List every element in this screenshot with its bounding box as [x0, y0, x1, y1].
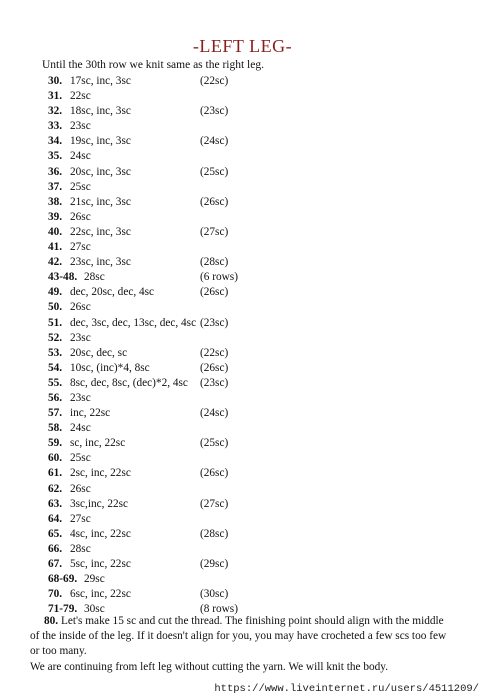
- row-stitch-count: (26sc): [200, 286, 229, 299]
- row-stitch-count: (23sc): [200, 105, 229, 118]
- row-number: 39.: [48, 210, 63, 223]
- row-number: 58.: [48, 422, 63, 435]
- row-instruction: 28sc: [84, 271, 105, 284]
- row-stitch-count: (8 rows): [200, 603, 238, 616]
- row-number: 64.: [48, 512, 63, 525]
- pattern-row: [0, 240, 485, 255]
- row-instruction: sc, inc, 22sc: [70, 437, 126, 450]
- row-stitch-count: (26sc): [200, 361, 229, 374]
- row-number: 30.: [48, 75, 63, 87]
- row-number: 59.: [48, 437, 63, 450]
- row-number: 67.: [48, 558, 63, 570]
- row-instruction: 25sc: [70, 452, 91, 465]
- row-instruction: inc, 22sc: [70, 407, 111, 420]
- row-stitch-count: (29sc): [200, 558, 229, 570]
- row-instruction: 21sc, inc, 3sc: [70, 195, 131, 208]
- pattern-row: [0, 482, 485, 497]
- row-stitch-count: (27sc): [200, 497, 229, 510]
- row-number: 40.: [48, 225, 63, 238]
- pattern-row: [0, 149, 485, 164]
- row-number: 50.: [48, 301, 63, 314]
- row-instruction: 19sc, inc, 3sc: [70, 135, 131, 148]
- closing-instruction: Let's make 15 sc and cut the thread. The finishing point should align with the middle of the inside of the leg. If it doesn't align for you, you may have crocheted a few scs too few or too many.: [30, 615, 447, 658]
- row-instruction: 10sc, (inc)*4, 8sc: [70, 361, 150, 374]
- row-instruction: 24sc: [70, 150, 91, 163]
- row-instruction: 3sc,inc, 22sc: [70, 497, 129, 510]
- pattern-row: [0, 195, 485, 210]
- pattern-row: [0, 572, 485, 587]
- row-number: 33.: [48, 120, 63, 133]
- pattern-row: [0, 285, 485, 300]
- row-number: 68-69.: [48, 573, 78, 586]
- row-number: 42.: [48, 256, 63, 269]
- pattern-row: [0, 316, 485, 331]
- row-number: 53.: [48, 346, 63, 359]
- row-instruction: 25sc: [70, 180, 91, 193]
- row-instruction: 4sc, inc, 22sc: [70, 527, 131, 540]
- row-instruction: dec, 20sc, dec, 4sc: [70, 286, 155, 299]
- row-number: 62.: [48, 482, 63, 495]
- watermark-url: https://www.liveinternet.ru/users/4511209/: [214, 683, 479, 695]
- pattern-row: [0, 557, 485, 572]
- pattern-row: [0, 255, 485, 270]
- pattern-row: [0, 331, 485, 346]
- row-stitch-count: (23sc): [200, 316, 229, 329]
- row-instruction: 27sc: [70, 512, 91, 525]
- pattern-row: [0, 346, 485, 361]
- row-stitch-count: (25sc): [200, 165, 229, 178]
- continue-note: We are continuing from left leg without cutting the yarn. We will knit the body.: [30, 660, 389, 673]
- pattern-row: [0, 300, 485, 315]
- pattern-row: [0, 466, 485, 481]
- row-number: 49.: [48, 286, 63, 299]
- closing-row-number: 80.: [44, 615, 59, 627]
- pattern-row: [0, 542, 485, 557]
- pattern-row: [0, 391, 485, 406]
- pattern-row: [0, 451, 485, 466]
- row-number: 54.: [48, 361, 63, 374]
- pattern-row: [0, 210, 485, 225]
- row-stitch-count: (26sc): [200, 467, 229, 480]
- row-number: 37.: [48, 180, 63, 193]
- row-instruction: 23sc: [70, 120, 91, 133]
- row-number: 52.: [48, 331, 63, 344]
- pattern-row: [0, 436, 485, 451]
- pattern-row: [0, 165, 485, 180]
- pattern-row: [0, 180, 485, 195]
- row-instruction: 8sc, dec, 8sc, (dec)*2, 4sc: [70, 376, 188, 389]
- row-stitch-count: (22sc): [200, 346, 229, 359]
- row-number: 35.: [48, 150, 63, 163]
- row-stitch-count: (24sc): [200, 407, 229, 420]
- row-stitch-count: (26sc): [200, 195, 229, 208]
- closing-text: [30, 614, 455, 675]
- row-instruction: 29sc: [84, 573, 105, 586]
- row-number: 61.: [48, 467, 63, 480]
- pattern-row: [0, 89, 485, 104]
- row-number: 38.: [48, 195, 63, 208]
- row-instruction: 23sc: [70, 331, 91, 344]
- pattern-row: [0, 512, 485, 527]
- row-instruction: 30sc: [84, 603, 105, 616]
- closing-paragraph: [30, 614, 455, 660]
- pattern-row: [0, 104, 485, 119]
- row-number: 56.: [48, 391, 63, 404]
- page-title: -LEFT LEG-: [192, 36, 293, 56]
- row-number: 66.: [48, 542, 63, 555]
- row-stitch-count: (27sc): [200, 225, 229, 238]
- intro-text: Until the 30th row we knit same as the right leg.: [42, 59, 264, 71]
- row-instruction: 26sc: [70, 210, 91, 223]
- row-number: 71-79.: [48, 603, 78, 616]
- row-number: 55.: [48, 376, 63, 389]
- row-stitch-count: (24sc): [200, 135, 229, 148]
- row-stitch-count: (30sc): [200, 588, 229, 601]
- row-instruction: 26sc: [70, 301, 91, 314]
- row-number: 34.: [48, 135, 63, 148]
- row-instruction: 26sc: [70, 482, 91, 495]
- pattern-row: [0, 74, 485, 89]
- row-instruction: 6sc, inc, 22sc: [70, 588, 131, 601]
- pattern-row: [0, 527, 485, 542]
- row-stitch-count: (6 rows): [200, 271, 238, 284]
- row-number: 31.: [48, 90, 63, 103]
- pattern-rows: [0, 74, 485, 617]
- row-instruction: 2sc, inc, 22sc: [70, 467, 131, 480]
- row-number: 57.: [48, 407, 63, 420]
- row-stitch-count: (28sc): [200, 527, 229, 540]
- row-instruction: 23sc, inc, 3sc: [70, 256, 131, 269]
- row-instruction: 23sc: [70, 391, 91, 404]
- pattern-row: [0, 361, 485, 376]
- row-number: 51.: [48, 316, 63, 329]
- row-instruction: 5sc, inc, 22sc: [70, 558, 131, 570]
- row-number: 41.: [48, 241, 63, 254]
- row-instruction: 24sc: [70, 422, 91, 435]
- row-number: 63.: [48, 497, 63, 510]
- pattern-row: [0, 376, 485, 391]
- row-instruction: 22sc, inc, 3sc: [70, 225, 131, 238]
- pattern-row: [0, 406, 485, 421]
- row-number: 36.: [48, 165, 63, 178]
- pattern-row: [0, 497, 485, 512]
- row-instruction: 22sc: [70, 90, 91, 103]
- row-stitch-count: (22sc): [200, 75, 229, 87]
- pattern-row: [0, 119, 485, 134]
- row-stitch-count: (25sc): [200, 437, 229, 450]
- row-instruction: 20sc, dec, sc: [70, 346, 128, 359]
- row-number: 60.: [48, 452, 63, 465]
- pattern-row: [0, 225, 485, 240]
- row-stitch-count: (23sc): [200, 376, 229, 389]
- pattern-row: [0, 134, 485, 149]
- row-number: 70.: [48, 588, 63, 601]
- row-number: 32.: [48, 105, 63, 118]
- row-number: 43-48.: [48, 271, 78, 284]
- row-instruction: 27sc: [70, 241, 91, 254]
- pattern-row: [0, 421, 485, 436]
- pattern-row: [0, 587, 485, 602]
- row-number: 65.: [48, 527, 63, 540]
- row-instruction: 20sc, inc, 3sc: [70, 165, 131, 178]
- row-instruction: 18sc, inc, 3sc: [70, 105, 131, 118]
- row-instruction: 17sc, inc, 3sc: [70, 75, 131, 87]
- row-instruction: dec, 3sc, dec, 13sc, dec, 4sc: [70, 316, 197, 329]
- row-stitch-count: (28sc): [200, 256, 229, 269]
- row-instruction: 28sc: [70, 542, 91, 555]
- pattern-row: [0, 270, 485, 285]
